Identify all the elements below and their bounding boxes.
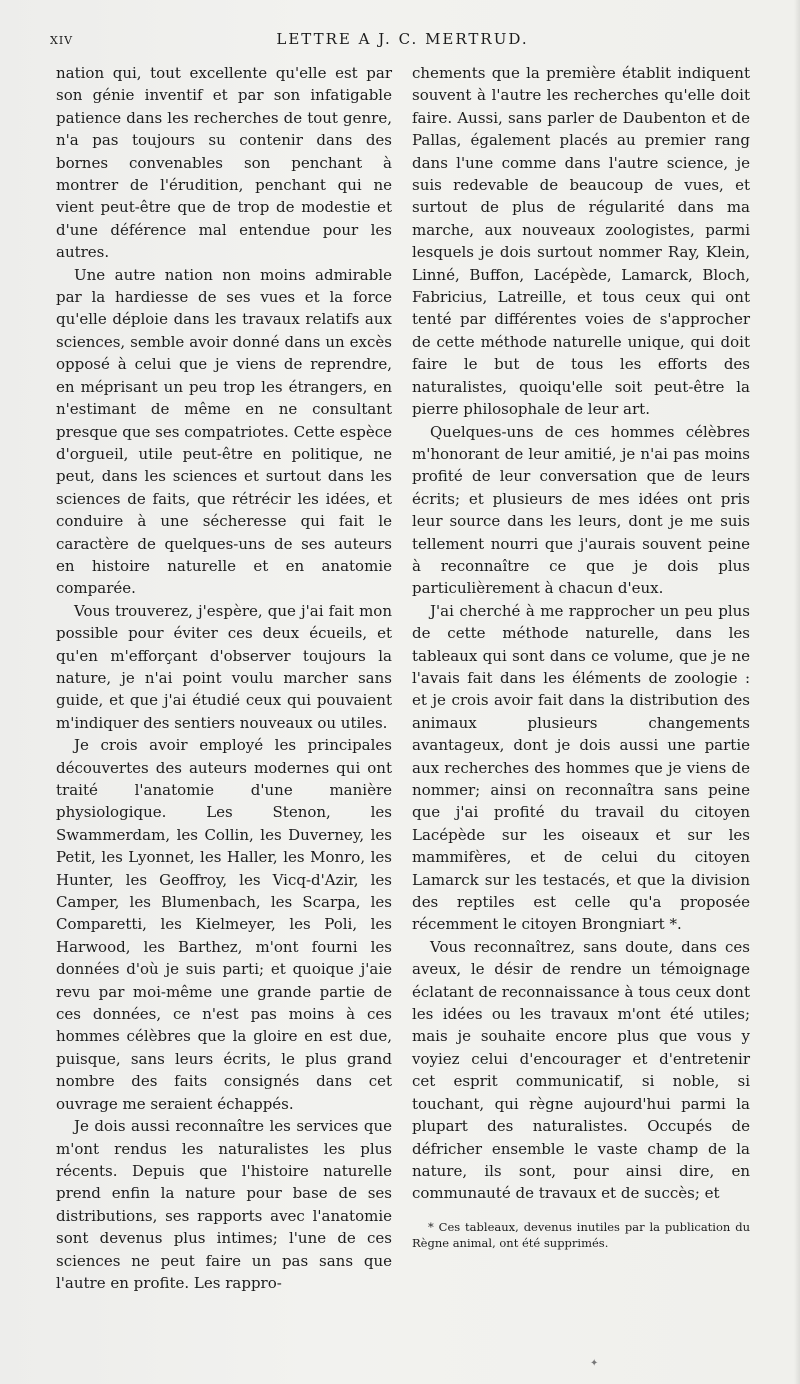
paragraph: Vous trouverez, j'espère, que j'ai fait mon possible pour éviter ces deux écueils, et qu'en m'efforçant d'observer toujours la nature, je n'ai point voulu marcher sans guide, et que j'ai étudié ceux qui pouvaient m'indiquer des sentiers nouveaux ou utiles.	[56, 601, 392, 732]
paragraph: chements que la première établit indiquent souvent à l'autre les recherches qu'elle doit faire. Aussi, sans parler de Daubenton et de Pallas, également placés au premier rang dans l'une comme dans l'autre science, je suis redevable de beaucoup de vues, et surtout de plus de régularité dans ma marche, aux nouveaux zoologistes, parmi lesquels je dois surtout nommer Ray, Klein, Linné, Buffon, Lacépède, Lamarck, Bloch, Fabricius, Latreille, et tous ceux qui ont tenté par différentes voies de s'approcher de cette méthode naturelle unique, qui doit faire le but de tous les efforts des naturalistes, quoiqu'elle soit peut-être la pierre philosophale de leur art.	[412, 64, 750, 419]
ink-mark: ✦	[590, 1358, 599, 1369]
paragraph: Vous reconnaîtrez, sans doute, dans ces aveux, le désir de rendre un témoignage éclatant de reconnaissance à tous ceux dont les idées ou les travaux m'ont été utiles; mais je souhaite encore plus que vous y voyiez celui d'encourager et d'entretenir cet esprit communicatif, si noble, si touchant, qui règne aujourd'hui parmi la plupart des naturalistes. Occupés de défricher ensemble le vaste champ de la nature, ils sont, pour ainsi dire, en communauté de travaux et de succès; et	[412, 937, 750, 1203]
left-column	[56, 62, 392, 1294]
page-edge-shadow	[794, 0, 800, 1384]
paragraph: J'ai cherché à me rapprocher un peu plus de cette méthode naturelle, dans les tableaux qui sont dans ce volume, que je ne l'avais fait dans les éléments de zoologie : et je crois avoir fait dans la distribution des animaux plusieurs changements avantageux, dont je dois aussi une partie aux recherches des hommes que je viens de nommer; ainsi on reconnaîtra sans peine que j'ai profité du travail du citoyen Lacépède sur les oiseaux et sur les mammifères, et de celui du citoyen Lamarck sur les testacés, et que la division des reptiles est celle qu'a proposée récemment le citoyen Brongniart *.	[412, 601, 750, 934]
paragraph: Une autre nation non moins admirable par la hardiesse de ses vues et la force qu'elle déploie dans les travaux relatifs aux sciences, semble avoir donné dans un excès opposé à celui que je viens de reprendre, en méprisant un peu trop les étrangers, en n'estimant de même en ne consultant presque que ses compatriotes. Cette espèce d'orgueil, utile peut-être en politique, ne peut, dans les sciences et surtout dans les sciences de faits, que rétrécir les idées, et conduire à une sécheresse qui fait le caractère de quelques-uns de ses auteurs en histoire naturelle et en anatomie comparée.	[56, 265, 392, 598]
footnote: * Ces tableaux, devenus inutiles par la publication du Règne animal, ont été supprimés.	[412, 1219, 750, 1250]
running-title: LETTRE A J. C. MERTRUD.	[276, 30, 529, 48]
page-number: XIV	[50, 34, 74, 47]
paragraph: Je crois avoir employé les principales découvertes des auteurs modernes qui ont traité l'anatomie d'une manière physiologique. Les Stenon, les Swammerdam, les Collin, les Duverney, les Petit, les Lyonnet, les Haller, les Monro, les Hunter, les Geoffroy, les Vicq-d'Azir, les Camper, les Blumenbach, les Scarpa, les Comparetti, les Kielmeyer, les Poli, les Harwood, les Barthez, m'ont fourni les données d'où je suis parti; et quoique j'aie revu par moi-même une grande partie de ces données, ce n'est pas moins à ces hommes célèbres que la gloire en est due, puisque, sans leurs écrits, le plus grand nombre des faits consignés dans cet ouvrage me seraient échappés.	[56, 736, 392, 1113]
paragraph: Quelques-uns de ces hommes célèbres m'honorant de leur amitié, je n'ai pas moins profité de leur conversation que de leurs écrits; et plusieurs de mes idées ont pris leur source dans les leurs, dont je me suis tellement nourri que j'aurais souvent peine à reconnaître ce que je dois plus particulièrement à chacun d'eux.	[412, 422, 750, 598]
right-column	[412, 62, 750, 1251]
page-header	[50, 30, 755, 52]
paragraph: Je dois aussi reconnaître les services que m'ont rendus les naturalistes les plus récents. Depuis que l'histoire naturelle prend enfin la nature pour base de ses distributions, ses rapports avec l'anatomie sont devenus plus intimes; l'une de ces sciences ne peut faire un pas sans que l'autre en profite. Les rappro-	[56, 1117, 392, 1292]
paragraph: nation qui, tout excellente qu'elle est par son génie inventif et par son infatigable patience dans les recherches de tout genre, n'a pas toujours su contenir dans des bornes convenables son penchant à montrer de l'érudition, penchant qui ne vient peut-être que de trop de modestie et d'une déférence mal entendue pour les autres.	[56, 64, 392, 262]
